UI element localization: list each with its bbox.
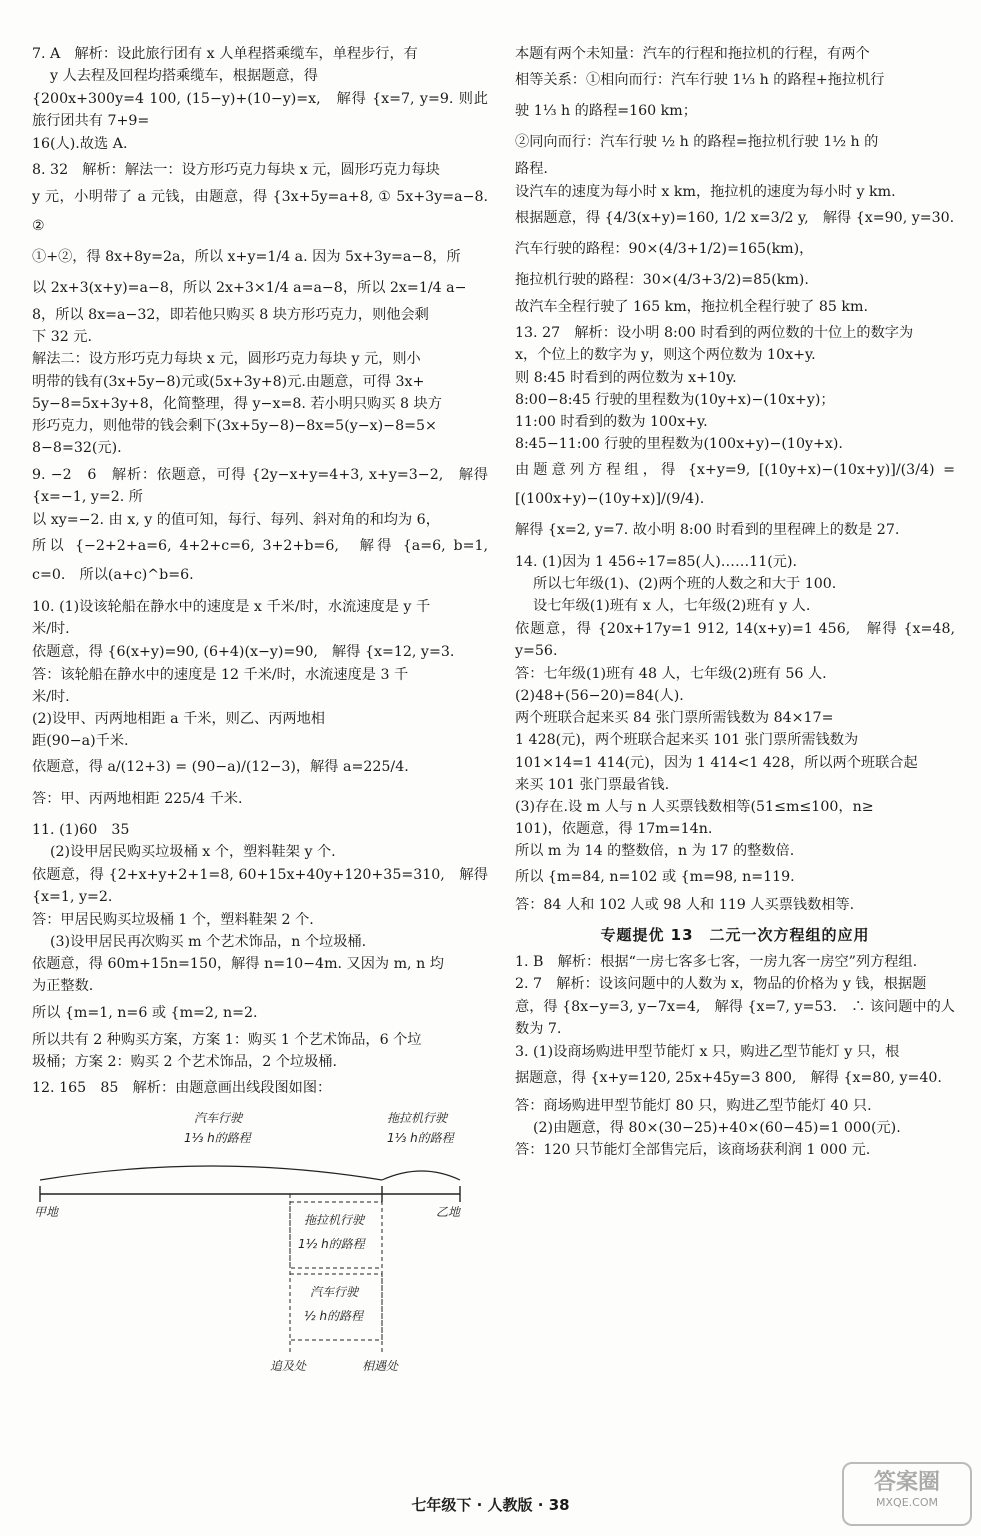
left-line: 答：甲居民购买垃圾桶 1 个，塑料鞋架 2 个. (32, 912, 314, 928)
car-label-mid: 汽车行驶 (310, 1285, 359, 1300)
right-line: 答：120 只节能灯全部售完后，该商场获利润 1 000 元. (515, 1141, 871, 1158)
right-line: 根据题意，得 {4/3(x+y)=160, 1/2 x=3/2 y, 解得 {x=90, y=30. (515, 209, 955, 226)
left-line: 8，所以 8x=a−32，即若他只购买 8 块方形巧克力，则他会剩 (32, 307, 429, 324)
right-line: (2)由题意，得 80×(30−25)+40×(60−45)=1 000(元). (533, 1119, 901, 1136)
left-line: 依题意，得 {2+x+y+2+1=8, 60+15x+40y+120+35=310, 解得 {x=1, y=2. (32, 867, 488, 905)
left-line: 依题意，得 60m+15n=150，解得 n=10−4m. 又因为 m, n 均 (32, 956, 444, 973)
left-line: 米/时. (32, 620, 70, 637)
catch-up-point-label: 追及处 (270, 1359, 307, 1374)
right-column (515, 44, 955, 1162)
watermark-text: 答案圈 (873, 1470, 940, 1495)
right-line: 依题意，得 {20x+17y=1 912, 14(x+y)=1 456, 解得 {x=48, y=56. (515, 621, 955, 660)
right-line: 所以七年级(1)、(2)两个班的人数之和大于 100. (533, 575, 837, 592)
left-line: 16(人).故选 A. (32, 136, 128, 153)
right-line: 故汽车全程行驶了 165 km，拖拉机全程行驶了 85 km. (515, 299, 868, 316)
left-line: 圾桶；方案 2：购买 2 个艺术饰品，2 个垃圾桶. (32, 1053, 338, 1070)
start-point-label: 甲地 (34, 1205, 59, 1220)
right-line: x，个位上的数字为 y，则这个两位数为 10x+y. (515, 347, 816, 364)
left-line: 5y−8=5x+3y+8，化简整理，得 y−x=8. 若小明只购买 8 块方 (32, 395, 442, 412)
left-line: 答：该轮船在静水中的速度是 12 千米/时，水流速度是 3 千 (32, 666, 409, 683)
left-line: 所以共有 2 种购买方案，方案 1：购买 1 个艺术饰品，6 个垃 (32, 1031, 422, 1048)
left-line: 依题意，得 {6(x+y)=90, (6+4)(x−y)=90, 解得 {x=12, y=3. (32, 643, 455, 660)
left-line: y 元，小明带了 a 元钱，由题意，得 {3x+5y=a+8, ① 5x+3y=a−8. ② (32, 188, 488, 234)
right-line: 8:45−11:00 行驶的里程数为(100x+y)−(10y+x). (515, 436, 843, 453)
left-line: (2)设甲、丙两地相距 a 千米，则乙、丙两地相 (32, 711, 325, 728)
left-line: ①+②，得 8x+8y=2a，所以 x+y=1/4 a. 因为 5x+3y=a−8，所 (32, 248, 461, 265)
right-line: 拖拉机行驶的路程：30×(4/3+3/2)=85(km). (515, 272, 809, 289)
right-line: 13. 27 解析：设小明 8:00 时看到的两位数的十位上的数字为 (515, 325, 914, 342)
right-line: (2)48+(56−20)=84(人). (515, 688, 684, 705)
right-line: 14. (1)因为 1 456÷17=85(人)……11(元). (515, 553, 798, 570)
car-label-top: 汽车行驶 (194, 1111, 243, 1126)
right-line: ②同向而行：汽车行驶 ½ h 的路程=拖拉机行驶 1½ h 的 (515, 134, 879, 151)
right-line: 101×14=1 414(元)，因为 1 414<1 428，所以两个班联合起 (515, 754, 918, 771)
left-line: 所以 {m=1, n=6 或 {m=2, n=2. (32, 1004, 258, 1021)
right-line: 3. (1)设商场购进甲型节能灯 x 只，购进乙型节能灯 y 只，根 (515, 1044, 900, 1061)
right-line: 由题意列方程组，得 {x+y=9, [(10y+x)−(10x+y)]/(3/4) = [(100x+y)−(10y+x)]/(9/4). (515, 462, 955, 508)
tractor-distance-top: 1⅓ h的路程 (387, 1131, 454, 1146)
right-line: 两个班联合起来买 84 张门票所需钱数为 84×17= (515, 710, 834, 727)
right-line: 汽车行驶的路程：90×(4/3+1/2)=165(km)， (515, 240, 814, 257)
right-line: 答：七年级(1)班有 48 人，七年级(2)班有 56 人. (515, 666, 827, 683)
right-line: 解得 {x=2, y=7. 故小明 8:00 时看到的里程碑上的数是 27. (515, 522, 900, 539)
tractor-distance-mid: 1½ h的路程 (298, 1237, 365, 1252)
left-line: y 人去程及回程均搭乘缆车，根据题意，得 (50, 68, 318, 85)
left-line: 10. (1)设该轮船在静水中的速度是 x 千米/时，水流速度是 y 千 (32, 598, 431, 615)
right-line: 设七年级(1)班有 x 人，七年级(2)班有 y 人. (533, 597, 811, 614)
tractor-label-mid: 拖拉机行驶 (304, 1213, 365, 1228)
left-line: 解法二：设方形巧克力每块 x 元，圆形巧克力每块 y 元，则小 (32, 351, 421, 368)
left-line: 所以 {−2+2+a=6, 4+2+c=6, 3+2+b=6, 解得 {a=6, b=1, c=0. 所以(a+c)^b=6. (32, 538, 488, 584)
right-line: 答：84 人和 102 人或 98 人和 119 人买票钱数相等. (515, 896, 855, 913)
left-line: 以 xy=−2. 由 x, y 的值可知，每行、每列、斜对角的和均为 6， (32, 512, 440, 529)
left-line: (2)设甲居民购买垃圾桶 x 个，塑料鞋架 y 个. (50, 843, 336, 860)
left-line: 明带的钱有(3x+5y−8)元或(5x+3y+8)元.由题意，可得 3x+ (32, 373, 425, 390)
page-footer: 七年级下 · 人教版 · 38 (411, 1496, 570, 1514)
right-line: 2. 7 解析：设该问题中的人数为 x，物品的价格为 y 钱，根据题 (515, 976, 927, 993)
right-line: 驶 1⅓ h 的路程=160 km； (515, 103, 697, 120)
segment-diagram (32, 1102, 472, 1392)
left-line: 8. 32 解析：解法一：设方形巧克力每块 x 元，圆形巧克力每块 (32, 162, 440, 179)
left-line: 下 32 元. (32, 329, 92, 346)
left-line: 为正整数. (32, 978, 94, 995)
right-line: (3)存在.设 m 人与 n 人买票钱数相等(51≤m≤100，n≥ (515, 798, 874, 815)
left-line: 米/时. (32, 689, 70, 705)
end-point-label: 乙地 (436, 1205, 461, 1220)
left-line: 12. 165 85 解析：由题意画出线段图如图： (32, 1080, 332, 1097)
left-line: 形巧克力，则他带的钱会剩下(3x+5y−8)−8x=5(y−x)−8=5× (32, 417, 437, 434)
right-line: 据题意，得 {x+y=120, 25x+45y=3 800, 解得 {x=80, y=40. (515, 1070, 942, 1087)
right-line: 101)，依题意，得 17m=14n. (515, 821, 713, 838)
left-line: 答：甲、丙两地相距 225/4 千米. (32, 790, 243, 807)
meeting-point-label: 相遇处 (362, 1359, 399, 1374)
left-line: (3)设甲居民再次购买 m 个艺术饰品，n 个垃圾桶. (50, 934, 367, 951)
right-line: 相等关系：①相向而行：汽车行驶 1⅓ h 的路程+拖拉机行 (515, 72, 885, 89)
left-line: 距(90−a)千米. (32, 733, 129, 750)
car-distance-mid: ½ h的路程 (304, 1309, 364, 1324)
watermark-url: MXQE.COM (876, 1496, 938, 1510)
car-distance-top: 1⅓ h的路程 (184, 1131, 251, 1146)
left-line: 9. −2 6 解析：依题意，可得 {2y−x+y=4+3, x+y=3−2, 解得 {x=−1, y=2. 所 (32, 467, 488, 506)
right-line: 设汽车的速度为每小时 x km，拖拉机的速度为每小时 y km. (515, 183, 896, 200)
right-line: 来买 101 张门票最省钱. (515, 776, 670, 793)
right-line: 所以 m 为 14 的整数倍，n 为 17 的整数倍. (515, 843, 795, 860)
watermark-logo (842, 1462, 972, 1526)
left-line: 8−8=32(元). (32, 440, 122, 456)
left-line: 以 2x+3(x+y)=a−8，所以 2x+3×1/4 a=a−8，所以 2x=1/4 a− (32, 279, 467, 296)
right-line: 本题有两个未知量：汽车的行程和拖拉机的行程，有两个 (515, 46, 870, 62)
left-line: 11. (1)60 35 (32, 821, 130, 838)
right-line: 1 428(元)，两个班联合起来买 101 张门票所需钱数为 (515, 732, 859, 749)
left-column (32, 44, 488, 1392)
right-line: 路程. (515, 161, 548, 178)
left-line: 依题意，得 a/(12+3) = (90−a)/(12−3)，解得 a=225/4. (32, 759, 409, 776)
left-line: 7. A 解析：设此旅行团有 x 人单程搭乘缆车，单程步行，有 (32, 46, 418, 62)
left-line: {200x+300y=4 100, (15−y)+(10−y)=x, 解得 {x=7, y=9. 则此旅行团共有 7+9= (32, 91, 488, 130)
right-line: 1. B 解析：根据“一房七客多七客，一房九客一房空”列方程组. (515, 953, 918, 970)
right-line: 11:00 时看到的数为 100x+y. (515, 413, 708, 430)
right-line: 意，得 {8x−y=3, y−7x=4, 解得 {x=7, y=53. ∴ 该问题中的人数为 7. (515, 999, 955, 1038)
right-line: 专题提优 13 二元一次方程组的应用 (600, 925, 870, 944)
right-line: 8:00−8:45 行驶的里程数为(10y+x)−(10x+y)； (515, 391, 835, 408)
right-line: 所以 {m=84, n=102 或 {m=98, n=119. (515, 869, 795, 886)
right-line: 则 8:45 时看到的两位数为 x+10y. (515, 369, 737, 386)
right-line: 答：商场购进甲型节能灯 80 只，购进乙型节能灯 40 只. (515, 1097, 872, 1114)
tractor-label-top: 拖拉机行驶 (387, 1111, 448, 1126)
